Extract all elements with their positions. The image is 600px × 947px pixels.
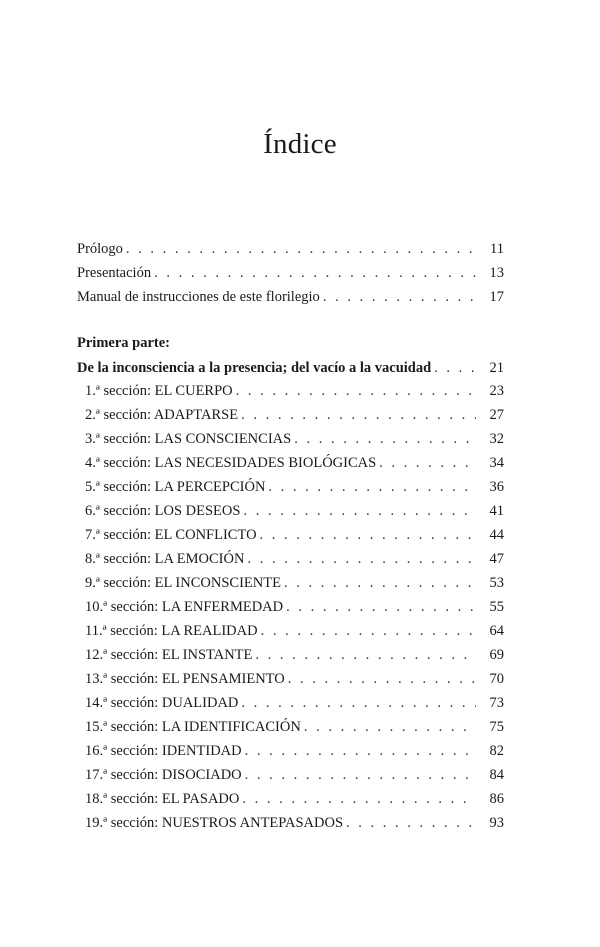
dot-leader [242, 788, 476, 810]
toc-entry-section [85, 404, 504, 426]
dot-leader [294, 428, 476, 450]
dot-leader [304, 716, 476, 738]
toc-entry-label: Prólogo [77, 241, 123, 257]
toc-entry-manual [77, 286, 504, 308]
toc-entry-label: 13.ª sección: EL PENSAMIENTO [85, 671, 285, 687]
dot-leader [126, 238, 476, 260]
toc-entry-page: 82 [489, 743, 504, 759]
toc-entry-section [85, 428, 504, 450]
toc-entry-section [85, 788, 504, 810]
toc-entry-section [85, 620, 504, 642]
toc-entry-label: 8.ª sección: LA EMOCIÓN [85, 551, 245, 567]
toc-entry-page: 41 [489, 503, 504, 519]
toc-entry-page: 23 [489, 383, 504, 399]
dot-leader [243, 500, 476, 522]
toc-entry-section [85, 764, 504, 786]
dot-leader [288, 668, 476, 690]
toc-entry-page: 64 [489, 623, 504, 639]
toc-entry-label: 7.ª sección: EL CONFLICTO [85, 527, 257, 543]
toc-entry-page: 34 [489, 455, 504, 471]
toc-entry-page: 21 [489, 360, 504, 376]
toc-entry-page: 84 [489, 767, 504, 783]
dot-leader [268, 476, 476, 498]
dot-leader [260, 524, 476, 546]
toc-entry-label: 6.ª sección: LOS DESEOS [85, 503, 241, 519]
dot-leader [379, 452, 476, 474]
dot-leader [247, 548, 476, 570]
toc-entry-section [85, 692, 504, 714]
toc-entry-page: 55 [489, 599, 504, 615]
toc-entry-section [85, 668, 504, 690]
dot-leader [261, 620, 476, 642]
toc-entry-prologo [77, 238, 504, 260]
toc-entry-section [85, 812, 504, 834]
toc-entry-section [85, 644, 504, 666]
dot-leader [286, 596, 476, 618]
toc-entry-label: 17.ª sección: DISOCIADO [85, 767, 242, 783]
toc-entry-label: Manual de instrucciones de este florilegio [77, 289, 320, 305]
toc-entry-label: 11.ª sección: LA REALIDAD [85, 623, 258, 639]
page-title: Índice [263, 128, 337, 160]
toc-entry-page: 73 [489, 695, 504, 711]
toc-entry-page: 13 [489, 265, 504, 281]
dot-leader [241, 404, 476, 426]
toc-entry-label: 18.ª sección: EL PASADO [85, 791, 240, 807]
toc-entry-label: 1.ª sección: EL CUERPO [85, 383, 233, 399]
toc-entry-label: 10.ª sección: LA ENFERMEDAD [85, 599, 284, 615]
toc-entry-label: 9.ª sección: EL INCONSCIENTE [85, 575, 281, 591]
toc-entry-presentacion [77, 262, 504, 284]
toc-entry-page: 27 [489, 407, 504, 423]
toc-entry-label: 14.ª sección: DUALIDAD [85, 695, 239, 711]
toc-entry-section [85, 524, 504, 546]
toc-entry-label: 12.ª sección: EL INSTANTE [85, 647, 253, 663]
toc-entry-label: 5.ª sección: LA PERCEPCIÓN [85, 479, 266, 495]
toc-entry-section [85, 572, 504, 594]
toc-entry-label: Presentación [77, 265, 152, 281]
toc-entry-section [85, 548, 504, 570]
toc-entry-page: 11 [490, 241, 504, 257]
toc-entry-label: 4.ª sección: LAS NECESIDADES BIOLÓGICAS [85, 455, 377, 471]
toc-entry-page: 32 [489, 431, 504, 447]
toc-entry-label: 3.ª sección: LAS CONSCIENCIAS [85, 431, 292, 447]
toc-entry-section [85, 596, 504, 618]
dot-leader [245, 764, 476, 786]
dot-leader [255, 644, 476, 666]
toc-entry-page: 86 [489, 791, 504, 807]
dot-leader [245, 740, 476, 762]
toc-entry-page: 69 [489, 647, 504, 663]
toc-entry-label: 15.ª sección: LA IDENTIFICACIÓN [85, 719, 301, 735]
toc-entry-label: 16.ª sección: IDENTIDAD [85, 743, 242, 759]
toc-entry-section [85, 500, 504, 522]
toc-entry-page: 36 [489, 479, 504, 495]
toc-entry-label: 19.ª sección: NUESTROS ANTEPASADOS [85, 815, 344, 831]
toc-entry-page: 53 [489, 575, 504, 591]
toc-entry-section [85, 740, 504, 762]
toc-entry-label: 2.ª sección: ADAPTARSE [85, 407, 239, 423]
dot-leader [154, 262, 476, 284]
toc-entry-page: 44 [489, 527, 504, 543]
toc-entry-part-heading [77, 357, 504, 379]
toc-entry-page: 93 [489, 815, 504, 831]
dot-leader [323, 286, 476, 308]
toc-entry-section [85, 476, 504, 498]
dot-leader [346, 812, 476, 834]
toc-entry-page: 75 [489, 719, 504, 735]
toc-entry-section [85, 380, 504, 402]
toc-entry-section [85, 452, 504, 474]
toc-entry-page: 47 [489, 551, 504, 567]
dot-leader [284, 572, 476, 594]
toc-entry-page: 17 [489, 289, 504, 305]
dot-leader [241, 692, 476, 714]
toc-entry-page: 70 [489, 671, 504, 687]
toc-entry-section [85, 716, 504, 738]
part-label: Primera parte: [77, 335, 170, 351]
dot-leader [236, 380, 476, 402]
toc-entry-label: De la inconsciencia a la presencia; del vacío a la vacuidad [77, 360, 432, 376]
dot-leader [434, 357, 476, 379]
